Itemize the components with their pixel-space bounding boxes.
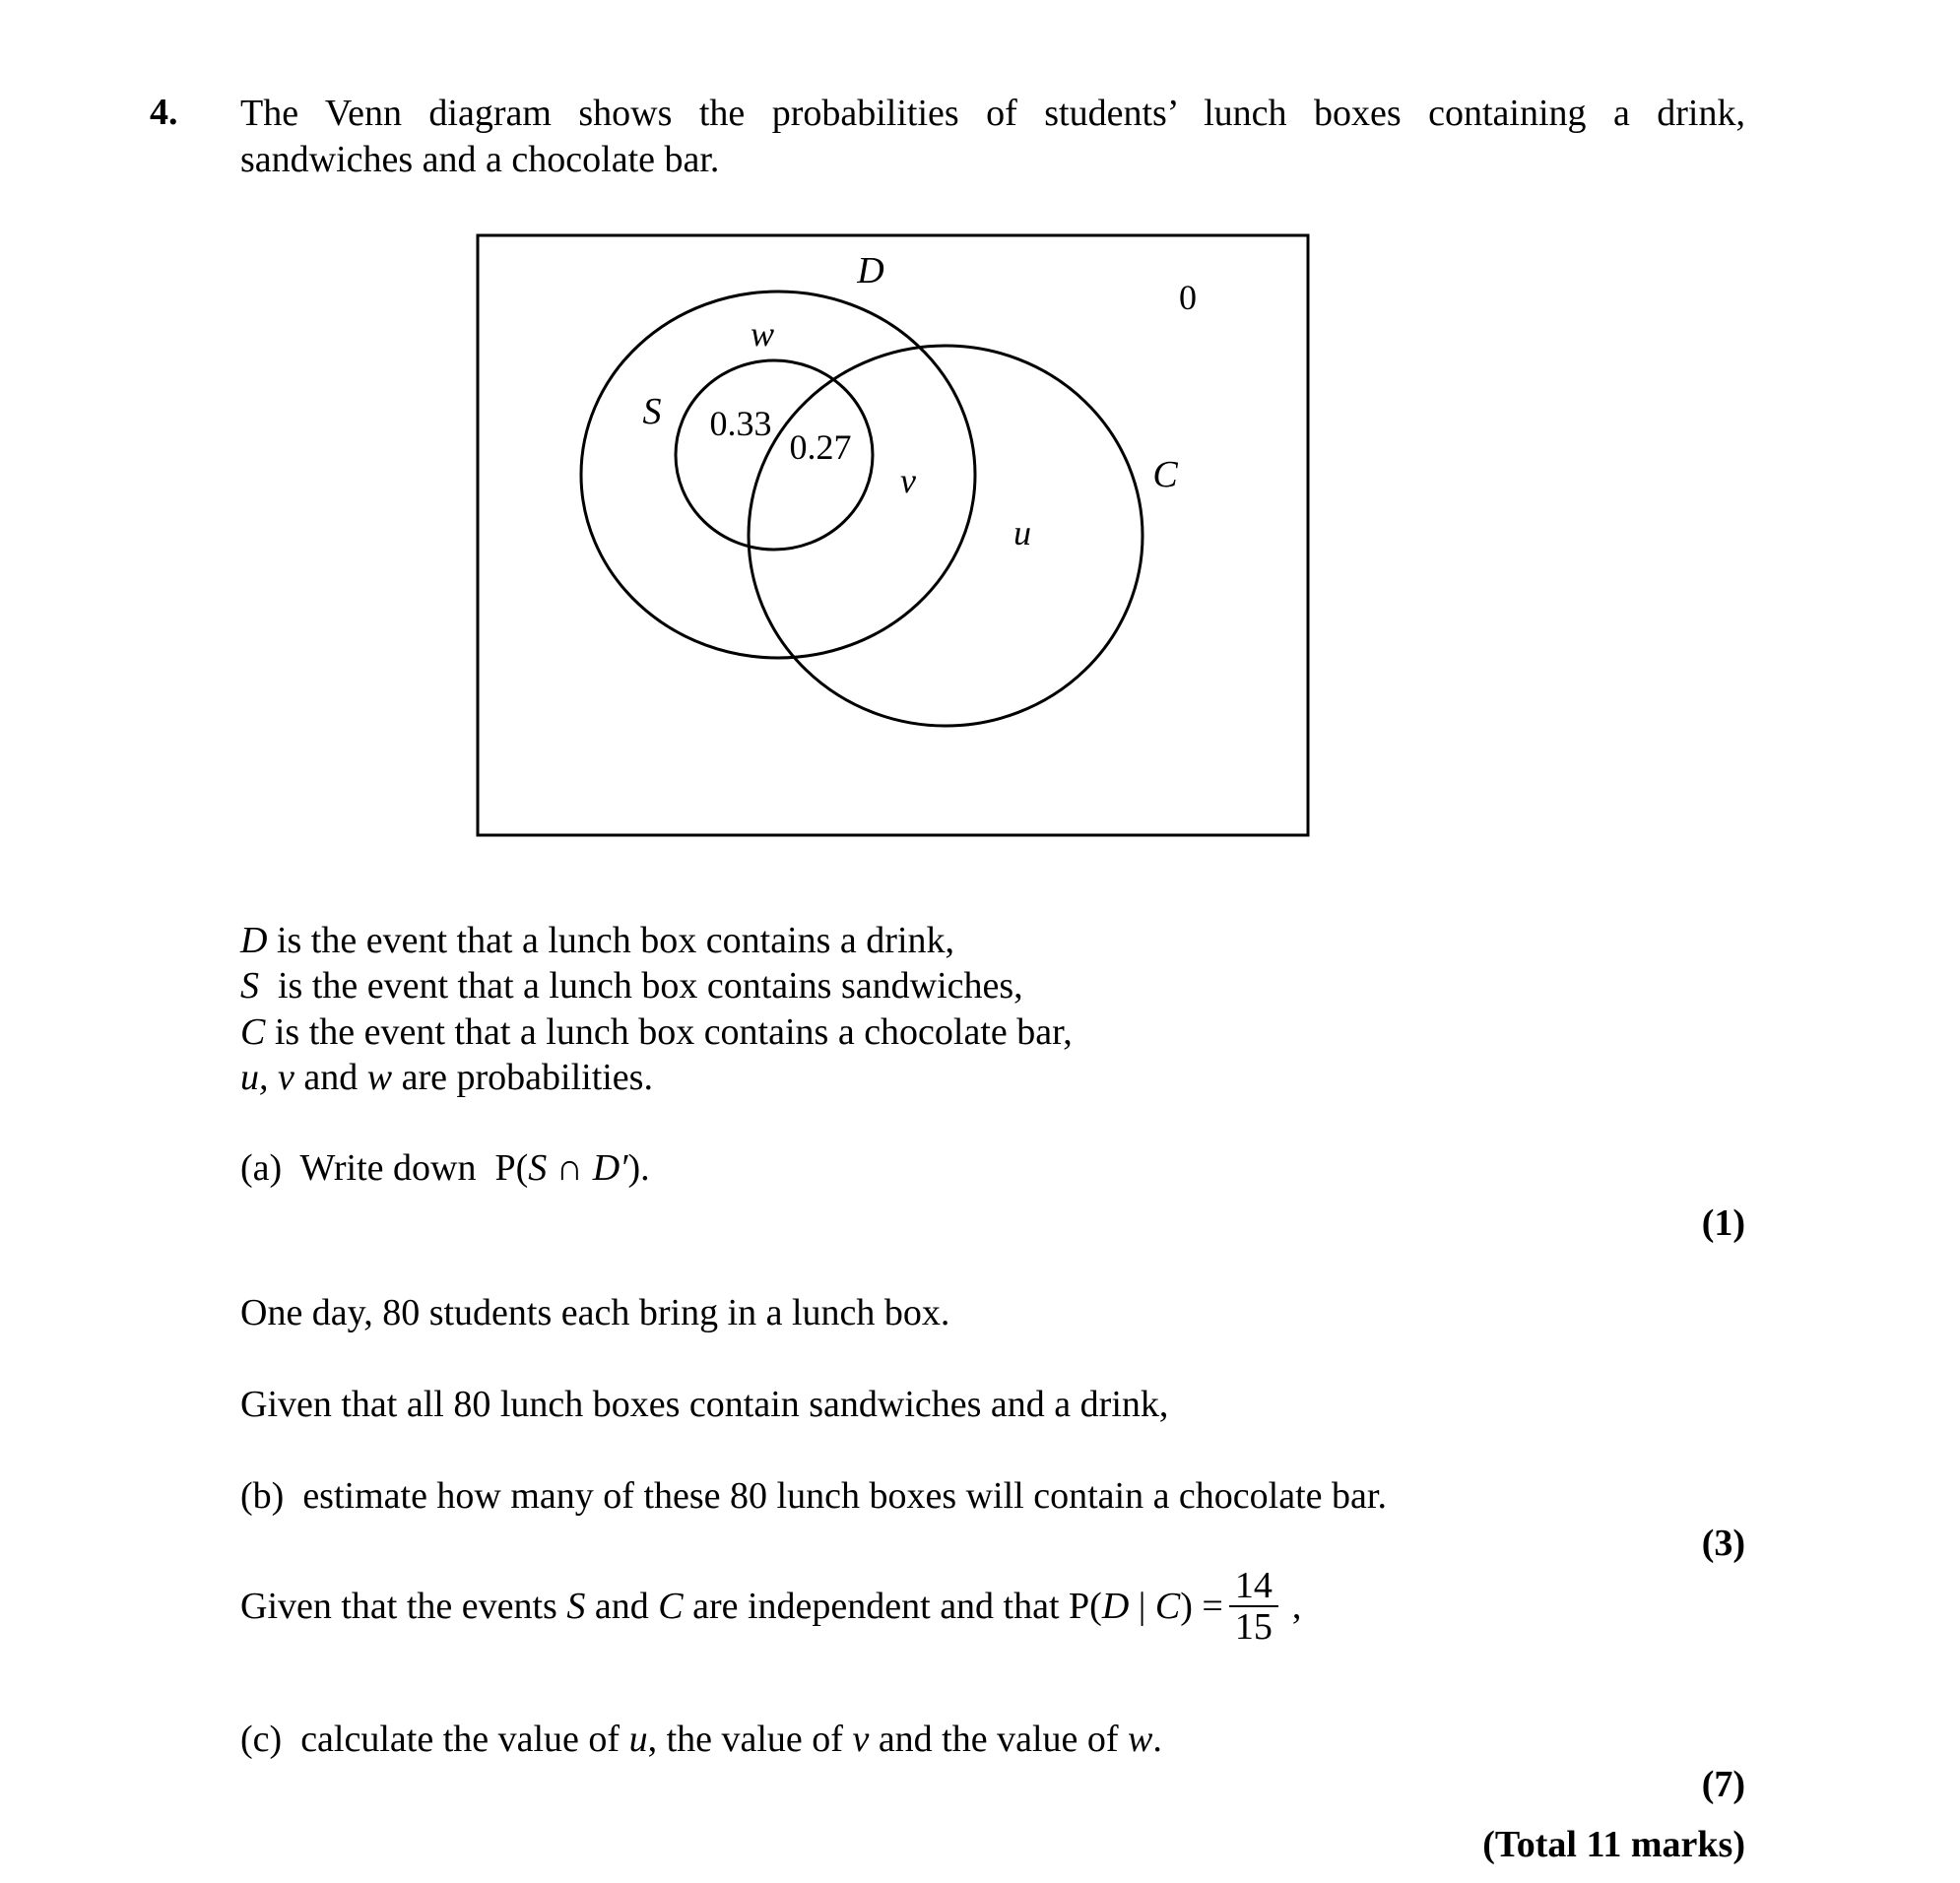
venn-value-S-and-C: 0.27 xyxy=(789,427,852,467)
fraction-numerator: 14 xyxy=(1234,1565,1273,1606)
venn-diagram xyxy=(0,0,1960,886)
venn-value-S-only: 0.33 xyxy=(709,404,772,443)
definition-D: D is the event that a lunch box contains a drink, xyxy=(240,920,954,961)
part-a-label: (a) xyxy=(240,1147,283,1189)
intro-line-1: The Venn diagram shows the probabilities of students’ lunch boxes containing a drink, xyxy=(240,93,1745,134)
definition-uvw: u, v and w are probabilities. xyxy=(240,1057,653,1098)
venn-outside-value: 0 xyxy=(1179,278,1197,317)
fraction xyxy=(1229,1566,1278,1647)
part-c-marks: (7) xyxy=(1701,1764,1745,1805)
part-c: (c) calculate the value of u, the value of v and the value of w. xyxy=(240,1719,1162,1760)
part-a-marks: (1) xyxy=(1701,1202,1745,1244)
venn-label-w: w xyxy=(750,314,775,354)
intro-line-2: sandwiches and a chocolate bar. xyxy=(240,139,720,180)
context-line-2: Given that all 80 lunch boxes contain sandwiches and a drink, xyxy=(240,1384,1169,1425)
given-statement: Given that the events S and C are independent and that P( D | C ) = $\frac{14}{15}$ , xyxy=(240,1565,1302,1648)
venn-label-S: S xyxy=(642,391,662,432)
venn-label-D: D xyxy=(857,250,884,292)
total-marks: (Total 11 marks) xyxy=(1482,1824,1745,1865)
part-c-label: (c) xyxy=(240,1719,283,1760)
definition-C: C is the event that a lunch box contains a chocolate bar, xyxy=(240,1011,1073,1053)
part-b: (b) estimate how many of these 80 lunch boxes will contain a chocolate bar. xyxy=(240,1475,1387,1517)
venn-label-C: C xyxy=(1152,454,1178,495)
part-a: (a) Write down P(S ∩ D′). xyxy=(240,1147,650,1189)
question-number: 4. xyxy=(150,92,178,133)
venn-label-v: v xyxy=(900,461,916,500)
venn-label-u: u xyxy=(1013,513,1031,552)
circle-C xyxy=(749,346,1143,726)
fraction-denominator: 15 xyxy=(1229,1605,1278,1647)
part-b-marks: (3) xyxy=(1701,1523,1745,1564)
context-line-1: One day, 80 students each bring in a lunch box. xyxy=(240,1292,950,1333)
definition-S: S is the event that a lunch box contains sandwiches, xyxy=(240,965,1023,1006)
part-b-label: (b) xyxy=(240,1475,285,1517)
